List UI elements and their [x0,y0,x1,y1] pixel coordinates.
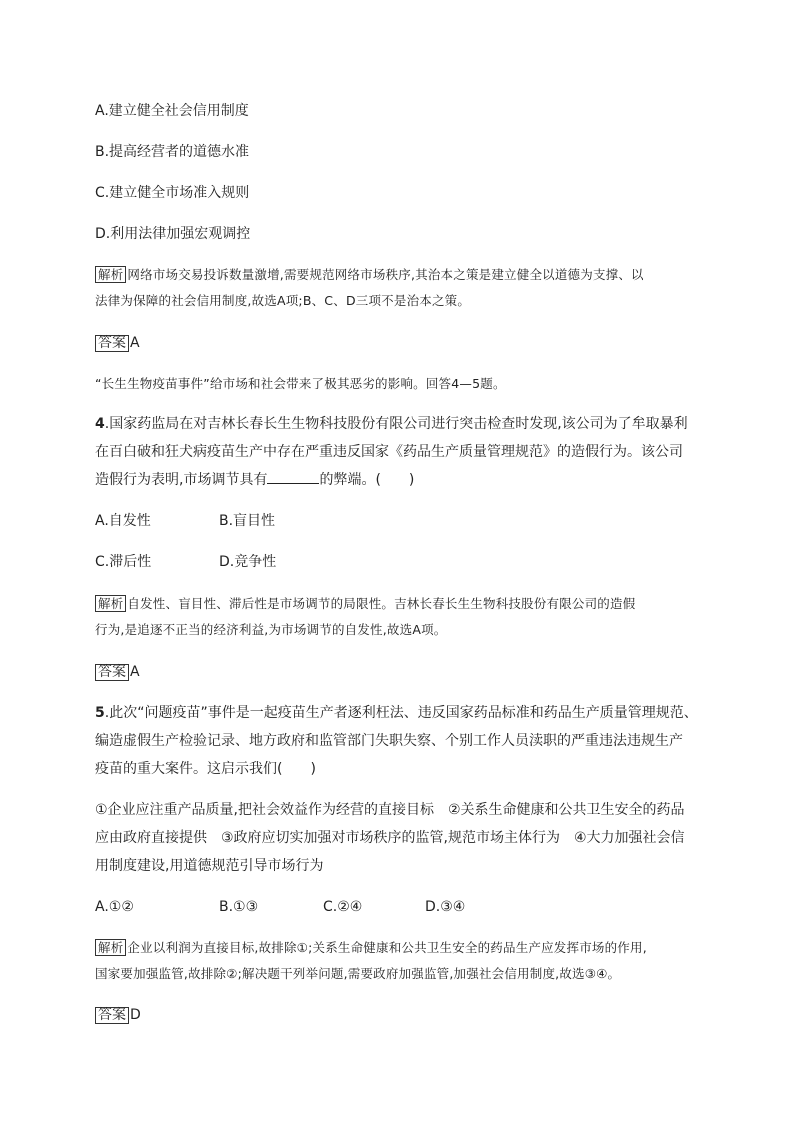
q4-stem-text-3a: 造假行为表明,市场调节具有 [95,472,268,488]
q5-statements-3: 用制度建设,用道德规范引导市场行为 [95,858,324,874]
q4-number: 4 [95,416,105,432]
q3-analysis-text-2: 法律为保障的社会信用制度,故选A项;B、C、D三项不是治本之策。 [95,293,471,308]
q5-options-row [95,898,465,916]
q4-answer [95,663,140,681]
q5-statements-2: 应由政府直接提供 ③政府应切实加强对市场秩序的监管,规范市场主体行为 ④大力加强社会信 [95,830,685,846]
q5-analysis-text-2: 国家要加强监管,故排除②;解决题干列举问题,需要政府加强监管,加强社会信用制度,故选③④。 [95,966,621,981]
q4-analysis-text-2: 行为,是追逐不正当的经济利益,为市场调节的自发性,故选A项。 [95,622,447,637]
fill-blank [267,471,319,484]
q3-analysis-text-1: 网络市场交易投诉数量激增,需要规范网络市场秩序,其治本之策是建立健全以道德为支撑、以 [127,267,644,282]
q4-options-row-1 [95,512,275,530]
answer-label: 答案 [95,664,129,681]
q4-options-row-2 [95,553,276,571]
q4-option-c: C.滞后性 [95,554,152,570]
q5-answer [95,1006,141,1024]
q5-stem-3: 疫苗的重大案件。这启示我们( ) [95,761,316,777]
answer-label: 答案 [95,1007,129,1024]
q3-option-d: D.利用法律加强宏观调控 [95,226,251,242]
q5-option-d: D.③④ [425,899,466,915]
q5-analysis [95,939,647,957]
q4-option-d: D.竞争性 [219,554,277,570]
q5-number: 5 [95,705,105,721]
q3-option-a: A.建立健全社会信用制度 [95,103,249,119]
q5-stem-text-1: .此次“问题疫苗”事件是一起疫苗生产者逐利枉法、违反国家药品标准和药品生产质量管理规范、 [104,705,698,721]
q3-answer-value: A [130,335,140,351]
q4-stem-2: 在百白破和狂犬病疫苗生产中存在严重违反国家《药品生产质量管理规范》的造假行为。该公司 [95,444,683,460]
q4-stem-text-1: .国家药监局在对吉林长春长生生物科技股份有限公司进行突击检查时发现,该公司为了牟取暴利 [104,416,688,432]
q5-answer-value: D [130,1007,141,1023]
q3-analysis [95,266,644,284]
q3-answer [95,334,140,352]
q3-option-c: C.建立健全市场准入规则 [95,185,250,201]
q5-option-b: B.①③ [219,899,259,915]
group-intro: “长生生物疫苗事件”给市场和社会带来了极其恶劣的影响。回答4—5题。 [95,376,506,391]
q5-stem-1 [95,704,698,722]
q5-option-c: C.②④ [323,899,363,915]
analysis-label: 解析 [95,595,126,612]
answer-label: 答案 [95,335,129,352]
q5-statements-1: ①企业应注重产品质量,把社会效益作为经营的直接目标 ②关系生命健康和公共卫生安全的药品 [95,802,685,818]
q4-option-a: A.自发性 [95,513,151,529]
q4-stem-text-3b: 的弊端。( ) [319,472,415,488]
q5-analysis-text-1: 企业以利润为直接目标,故排除①;关系生命健康和公共卫生安全的药品生产应发挥市场的作用, [127,940,647,955]
q4-answer-value: A [130,664,140,680]
q5-option-a: A.①② [95,899,134,915]
q4-analysis [95,595,635,613]
q3-option-b: B.提高经营者的道德水准 [95,144,250,160]
q4-stem-3 [95,471,414,489]
q4-option-b: B.盲目性 [219,513,276,529]
analysis-label: 解析 [95,939,126,956]
q4-stem-1 [95,415,688,433]
q5-stem-2: 编造虚假生产检验记录、地方政府和监管部门失职失察、个别工作人员渎职的严重违法违规生产 [95,733,683,749]
analysis-label: 解析 [95,266,126,283]
q4-analysis-text-1: 自发性、盲目性、滞后性是市场调节的局限性。吉林长春长生生物科技股份有限公司的造假 [127,596,636,611]
